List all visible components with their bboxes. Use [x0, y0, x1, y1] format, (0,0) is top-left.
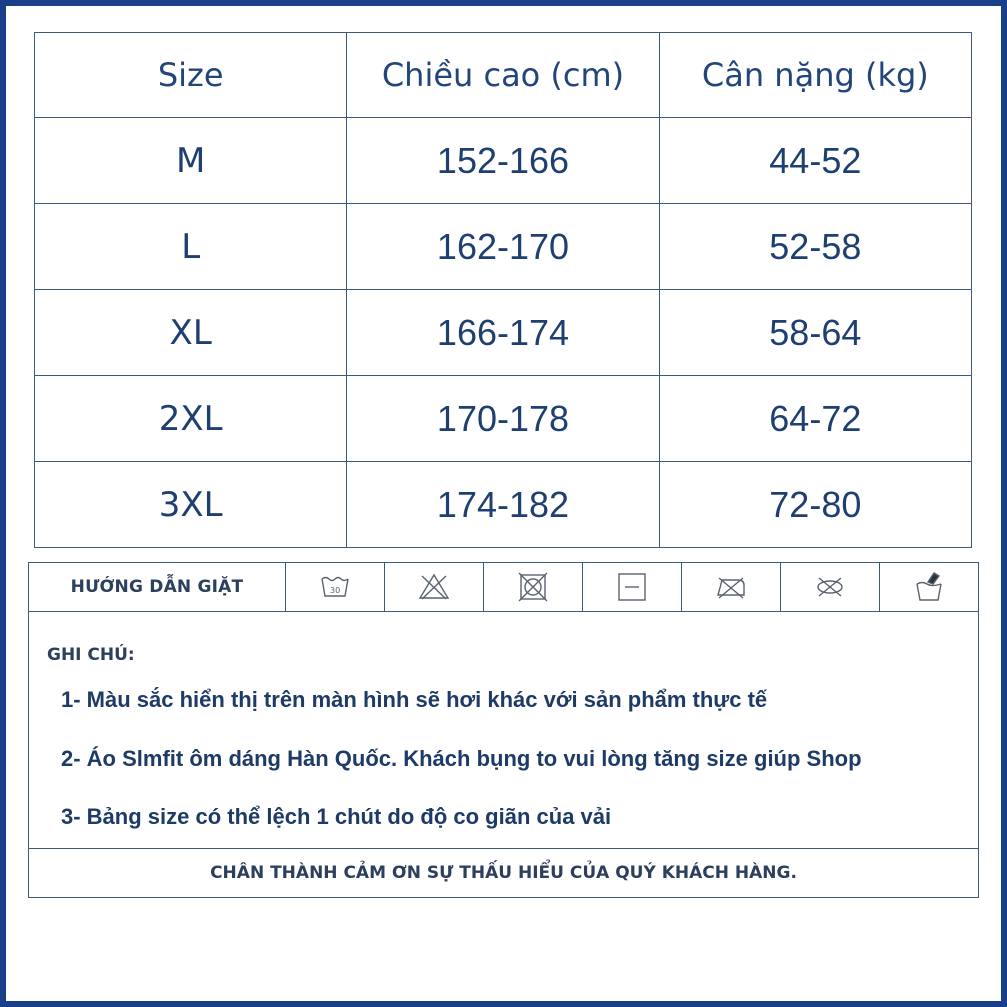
weight-cell: 58-64 — [659, 290, 971, 376]
no-tumble-dry-icon — [484, 563, 583, 611]
size-cell: M — [35, 118, 347, 204]
height-cell: 152-166 — [347, 118, 659, 204]
notes-title: GHI CHÚ: — [47, 645, 135, 665]
notes-section — [28, 611, 979, 849]
note-item: 2- Áo Slmfit ôm dáng Hàn Quốc. Khách bụng to vui lòng tăng size giúp Shop — [61, 746, 862, 771]
size-cell: L — [35, 204, 347, 290]
size-cell: XL — [35, 290, 347, 376]
weight-cell: 44-52 — [659, 118, 971, 204]
table-row — [35, 462, 972, 548]
svg-text:30: 30 — [330, 586, 341, 595]
table-row — [35, 290, 972, 376]
no-bleach-icon — [385, 563, 484, 611]
wash-30-icon — [286, 563, 385, 611]
hand-wash-icon — [880, 563, 978, 611]
wash-instructions — [28, 562, 979, 612]
height-cell: 174-182 — [347, 462, 659, 548]
weight-cell: 72-80 — [659, 462, 971, 548]
note-item: 3- Bảng size có thể lệch 1 chút do độ co giãn của vải — [61, 804, 612, 829]
thank-you-message: CHÂN THÀNH CẢM ƠN SỰ THẤU HIỂU CỦA QUÝ KHÁCH HÀNG. — [28, 848, 979, 898]
no-dry-clean-icon — [781, 563, 880, 611]
size-cell: 3XL — [35, 462, 347, 548]
table-row — [35, 204, 972, 290]
header-height: Chiều cao (cm) — [347, 33, 659, 118]
wash-label: HƯỚNG DẪN GIẶT — [29, 563, 286, 611]
no-iron-icon — [682, 563, 781, 611]
weight-cell: 52-58 — [659, 204, 971, 290]
height-cell: 170-178 — [347, 376, 659, 462]
header-weight: Cân nặng (kg) — [659, 33, 971, 118]
table-row — [35, 118, 972, 204]
note-item: 1- Màu sắc hiển thị trên màn hình sẽ hơi khác với sản phẩm thực tế — [61, 687, 768, 712]
size-cell: 2XL — [35, 376, 347, 462]
height-cell: 166-174 — [347, 290, 659, 376]
weight-cell: 64-72 — [659, 376, 971, 462]
size-table — [34, 32, 972, 548]
dry-flat-icon — [583, 563, 682, 611]
table-row — [35, 376, 972, 462]
height-cell: 162-170 — [347, 204, 659, 290]
table-header-row — [35, 33, 972, 118]
header-size: Size — [35, 33, 347, 118]
